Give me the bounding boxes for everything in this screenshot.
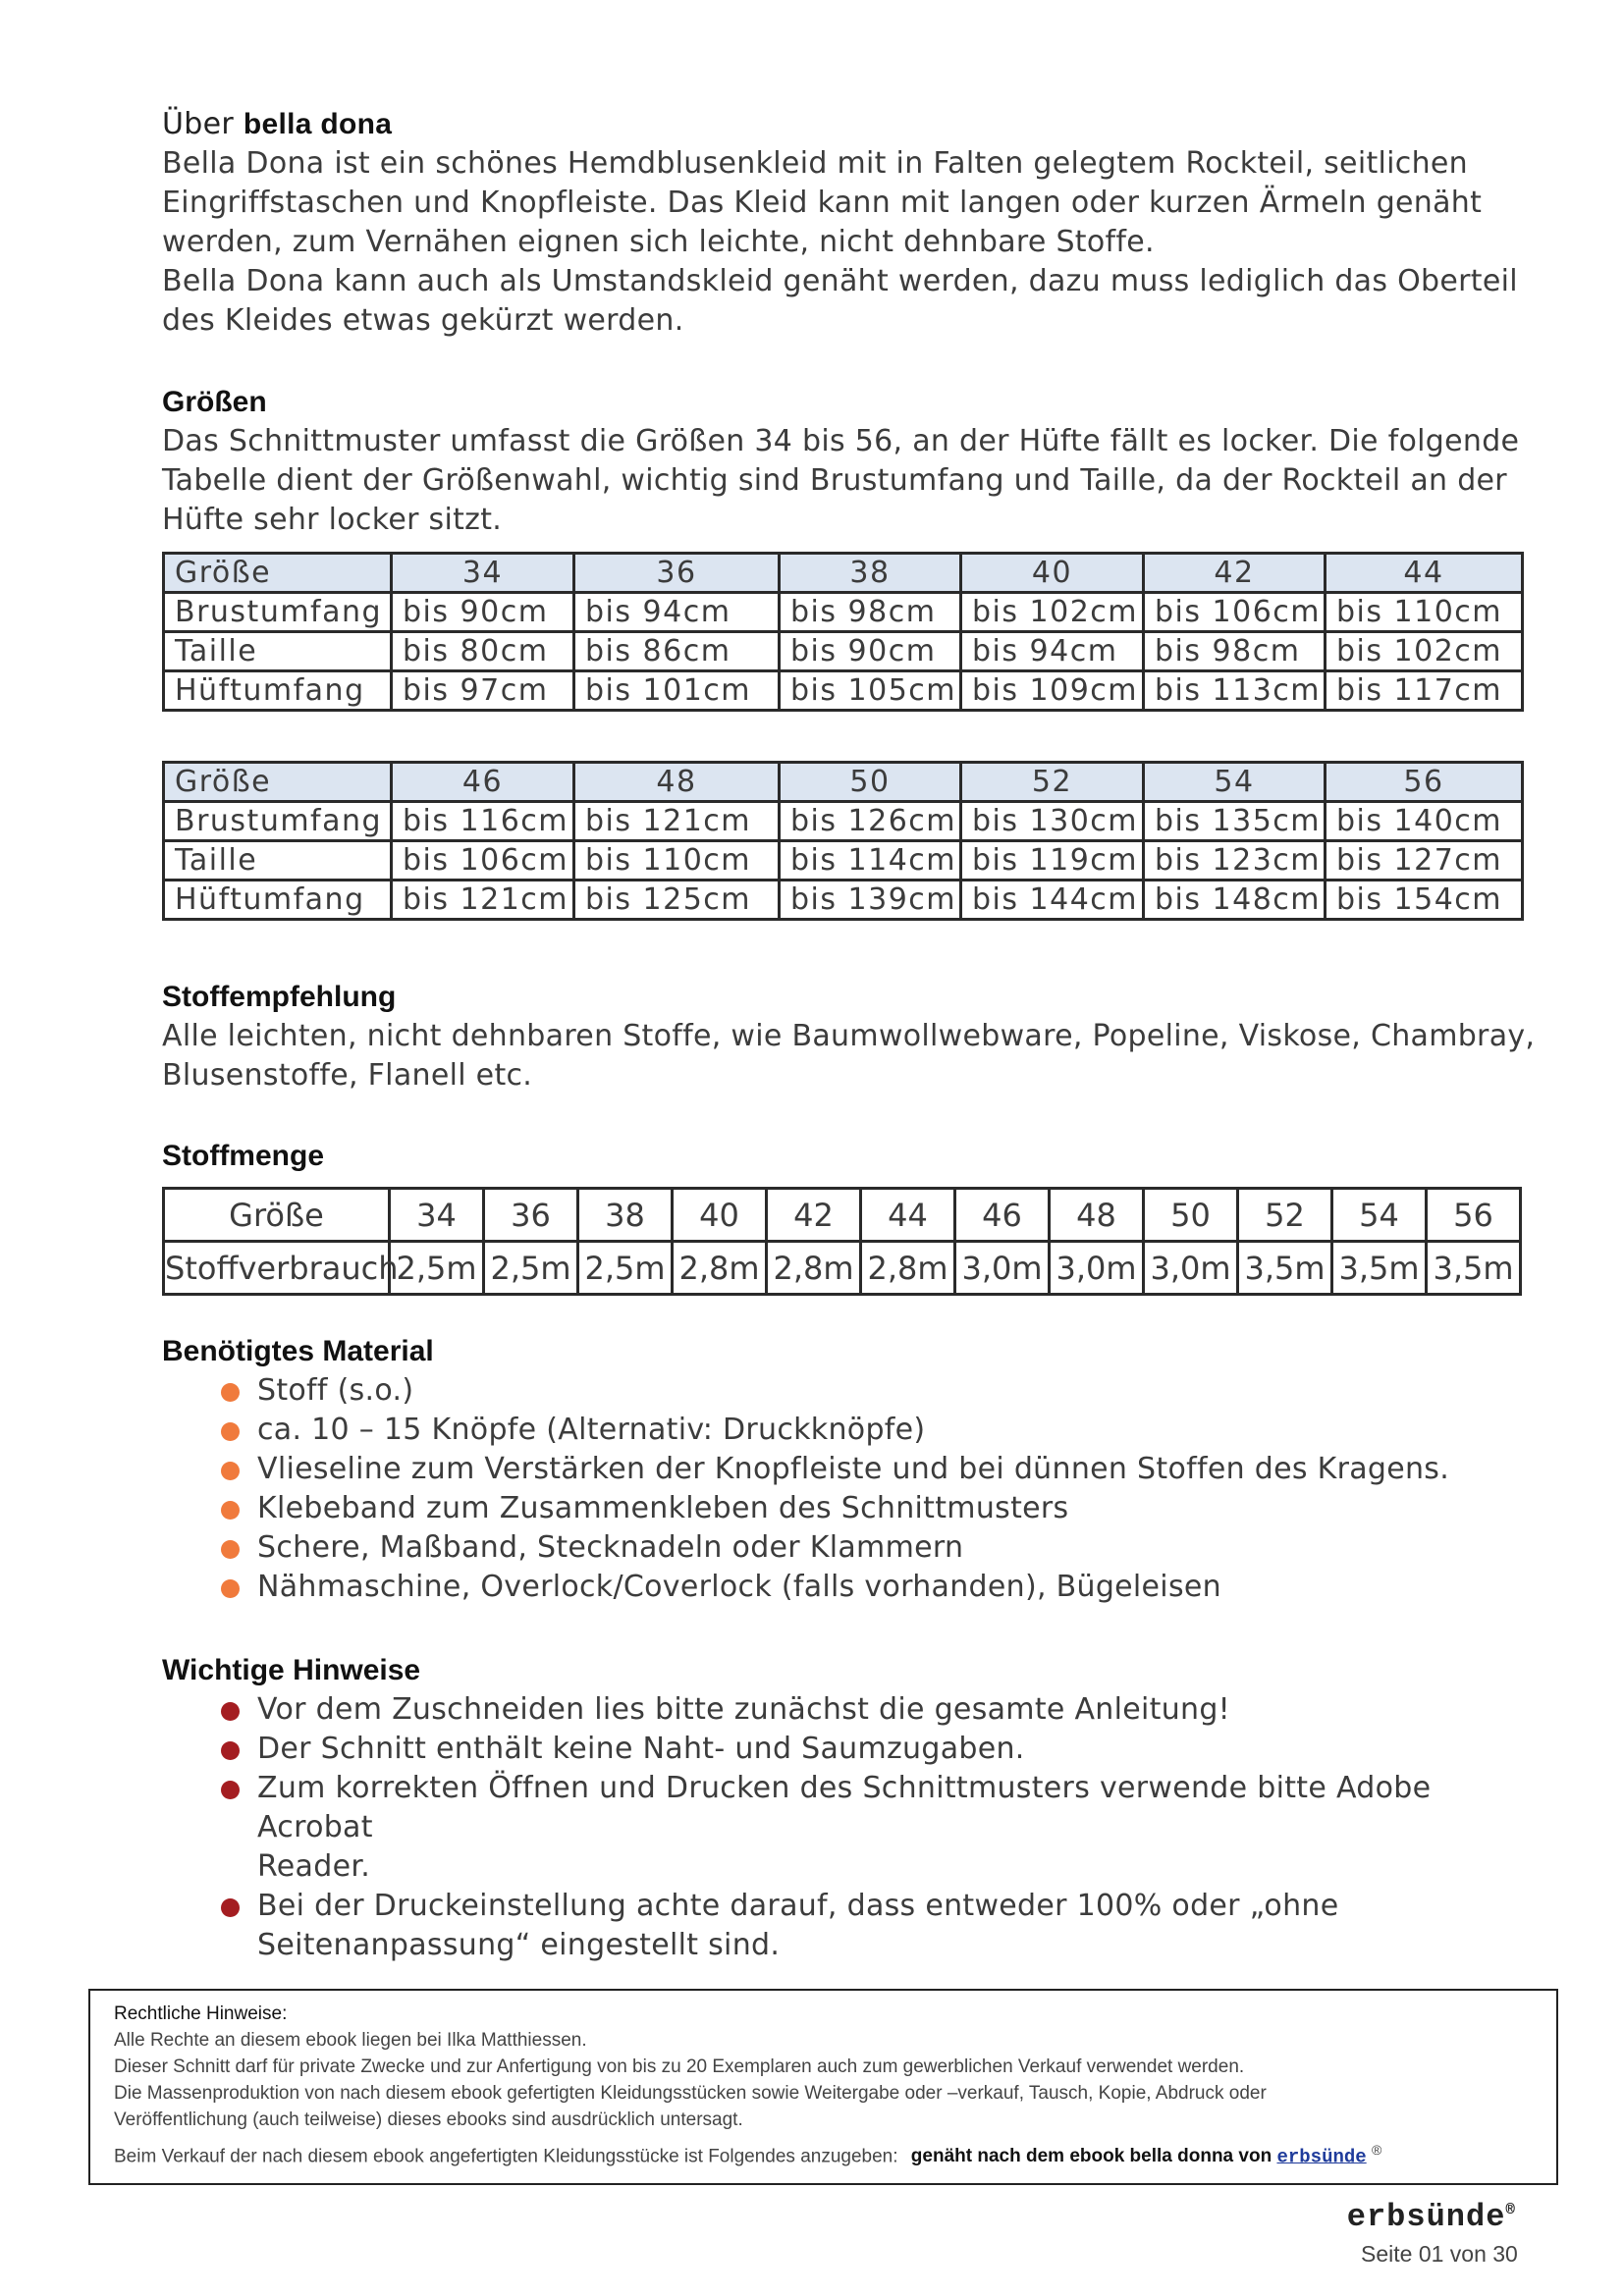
fabric-heading: Stoffempfehlung [162,981,397,1013]
material-section [162,1332,1537,1607]
bullet-dot-icon [221,1462,240,1480]
material-heading: Benötigtes Material [162,1335,434,1367]
notes-list [162,1690,1537,1965]
legal-sale-line: Beim Verkauf der nach diesem ebook angefertigten Kleidungsstücke ist Folgendes anzugeben: genäht nach dem ebook bella donna von erbsünde ® [114,2142,1382,2168]
about-text: Bella Dona ist ein schönes Hemdblusenkleid mit in Falten gelegtem Rockteil, seitlichen Eingriffstaschen und Knopfleiste. Das Kleid kann mit langen oder kurzen Ärmeln genäht werden, zum Vernähen eignen sich leichte, nicht dehnbare Stoffe. Bella Dona kann auch als Umstandskleid genäht werden, dazu muss lediglich das Oberteil des Kleides etwas gekürzt werden. [162,146,1518,338]
bullet-dot-icon [221,1741,240,1760]
notes-heading: Wichtige Hinweise [162,1654,421,1686]
legal-line: Die Massenproduktion von nach diesem ebook gefertigten Kleidungsstücken sowie Weitergabe oder –verkauf, Tausch, Kopie, Abdruck oder [114,2083,1267,2104]
bullet-dot-icon [221,1501,240,1520]
bullet-dot-icon [221,1422,240,1441]
table-row: Größe 34 36 38 40 42 44 [164,554,1523,593]
fabric-amount-table [162,1187,1522,1296]
about-heading: Über bella dona [162,107,393,141]
size-table-2 [162,761,1524,921]
list-item: Vor dem Zuschneiden lies bitte zunächst die gesamte Anleitung! [162,1690,1537,1730]
table-row: Hüftumfang bis 97cm bis 101cm bis 105cm bis 109cm bis 113cm bis 117cm [164,671,1523,711]
table-row: Taille bis 80cm bis 86cm bis 90cm bis 94cm bis 98cm bis 102cm [164,632,1523,671]
list-item: ca. 10 – 15 Knöpfe (Alternativ: Druckknöpfe) [162,1411,1537,1450]
bullet-dot-icon [221,1383,240,1402]
list-item: Klebeband zum Zusammenkleben des Schnittmusters [162,1489,1537,1528]
list-item: Nähmaschine, Overlock/Coverlock (falls vorhanden), Bügeleisen [162,1568,1537,1607]
bullet-dot-icon [221,1898,240,1917]
erbsuende-link[interactable]: erbsünde [1276,2146,1367,2168]
table-row: Brustumfang bis 116cm bis 121cm bis 126cm bis 130cm bis 135cm bis 140cm [164,802,1523,841]
table-row: Größe 34 36 38 40 42 44 46 48 50 52 54 56 [164,1189,1521,1242]
table-row: Hüftumfang bis 121cm bis 125cm bis 139cm bis 144cm bis 148cm bis 154cm [164,881,1523,920]
footer-logo: erbsünde® [1346,2199,1516,2235]
bullet-dot-icon [221,1540,240,1559]
about-section [162,105,1518,341]
list-item: Zum korrekten Öffnen und Drucken des Schnittmusters verwende bitte Adobe Acrobat Reader. [162,1769,1537,1887]
sizes-section [162,383,1519,540]
fabric-section [162,978,1535,1095]
sizes-text: Das Schnittmuster umfasst die Größen 34 bis 56, an der Hüfte fällt es locker. Die folgende Tabelle dient der Größenwahl, wichtig sind Brustumfang und Taille, da der Rockteil an der Hüfte sehr locker sitzt. [162,424,1520,537]
fabric-text: Alle leichten, nicht dehnbaren Stoffe, wie Baumwollwebware, Popeline, Viskose, Chambray, Blusenstoffe, Flanell etc. [162,1019,1536,1093]
legal-line: Dieser Schnitt darf für private Zwecke und zur Anfertigung von bis zu 20 Exemplaren auch zum gewerblichen Verkauf verwendet werden. [114,2056,1245,2077]
list-item: Der Schnitt enthält keine Naht- und Saumzugaben. [162,1730,1537,1769]
size-table-1 [162,552,1524,712]
list-item: Bei der Druckeinstellung achte darauf, dass entweder 100% oder „ohne Seitenanpassung“ eingestellt sind. [162,1887,1537,1965]
list-item: Stoff (s.o.) [162,1371,1537,1411]
legal-title: Rechtliche Hinweise: [114,2003,288,2024]
table-row: Taille bis 106cm bis 110cm bis 114cm bis 119cm bis 123cm bis 127cm [164,841,1523,881]
legal-notice-box [88,1989,1558,2185]
bullet-dot-icon [221,1702,240,1721]
amount-heading: Stoffmenge [162,1140,324,1172]
bullet-dot-icon [221,1781,240,1799]
list-item: Vlieseline zum Verstärken der Knopfleiste und bei dünnen Stoffen des Kragens. [162,1450,1537,1489]
legal-line: Veröffentlichung (auch teilweise) dieses ebooks sind ausdrücklich untersagt. [114,2109,743,2130]
notes-section [162,1651,1537,1965]
bullet-dot-icon [221,1579,240,1598]
table-row: Brustumfang bis 90cm bis 94cm bis 98cm bis 102cm bis 106cm bis 110cm [164,593,1523,632]
list-item: Schere, Maßband, Stecknadeln oder Klammern [162,1528,1537,1568]
page-number: Seite 01 von 30 [1361,2241,1518,2267]
table-row: Stoffverbrauch 2,5m 2,5m 2,5m 2,8m 2,8m 2,8m 3,0m 3,0m 3,0m 3,5m 3,5m 3,5m [164,1242,1521,1295]
sizes-heading: Größen [162,386,267,418]
table-row: Größe 46 48 50 52 54 56 [164,763,1523,802]
legal-line: Alle Rechte an diesem ebook liegen bei Ilka Matthiessen. [114,2030,587,2051]
material-list [162,1371,1537,1607]
